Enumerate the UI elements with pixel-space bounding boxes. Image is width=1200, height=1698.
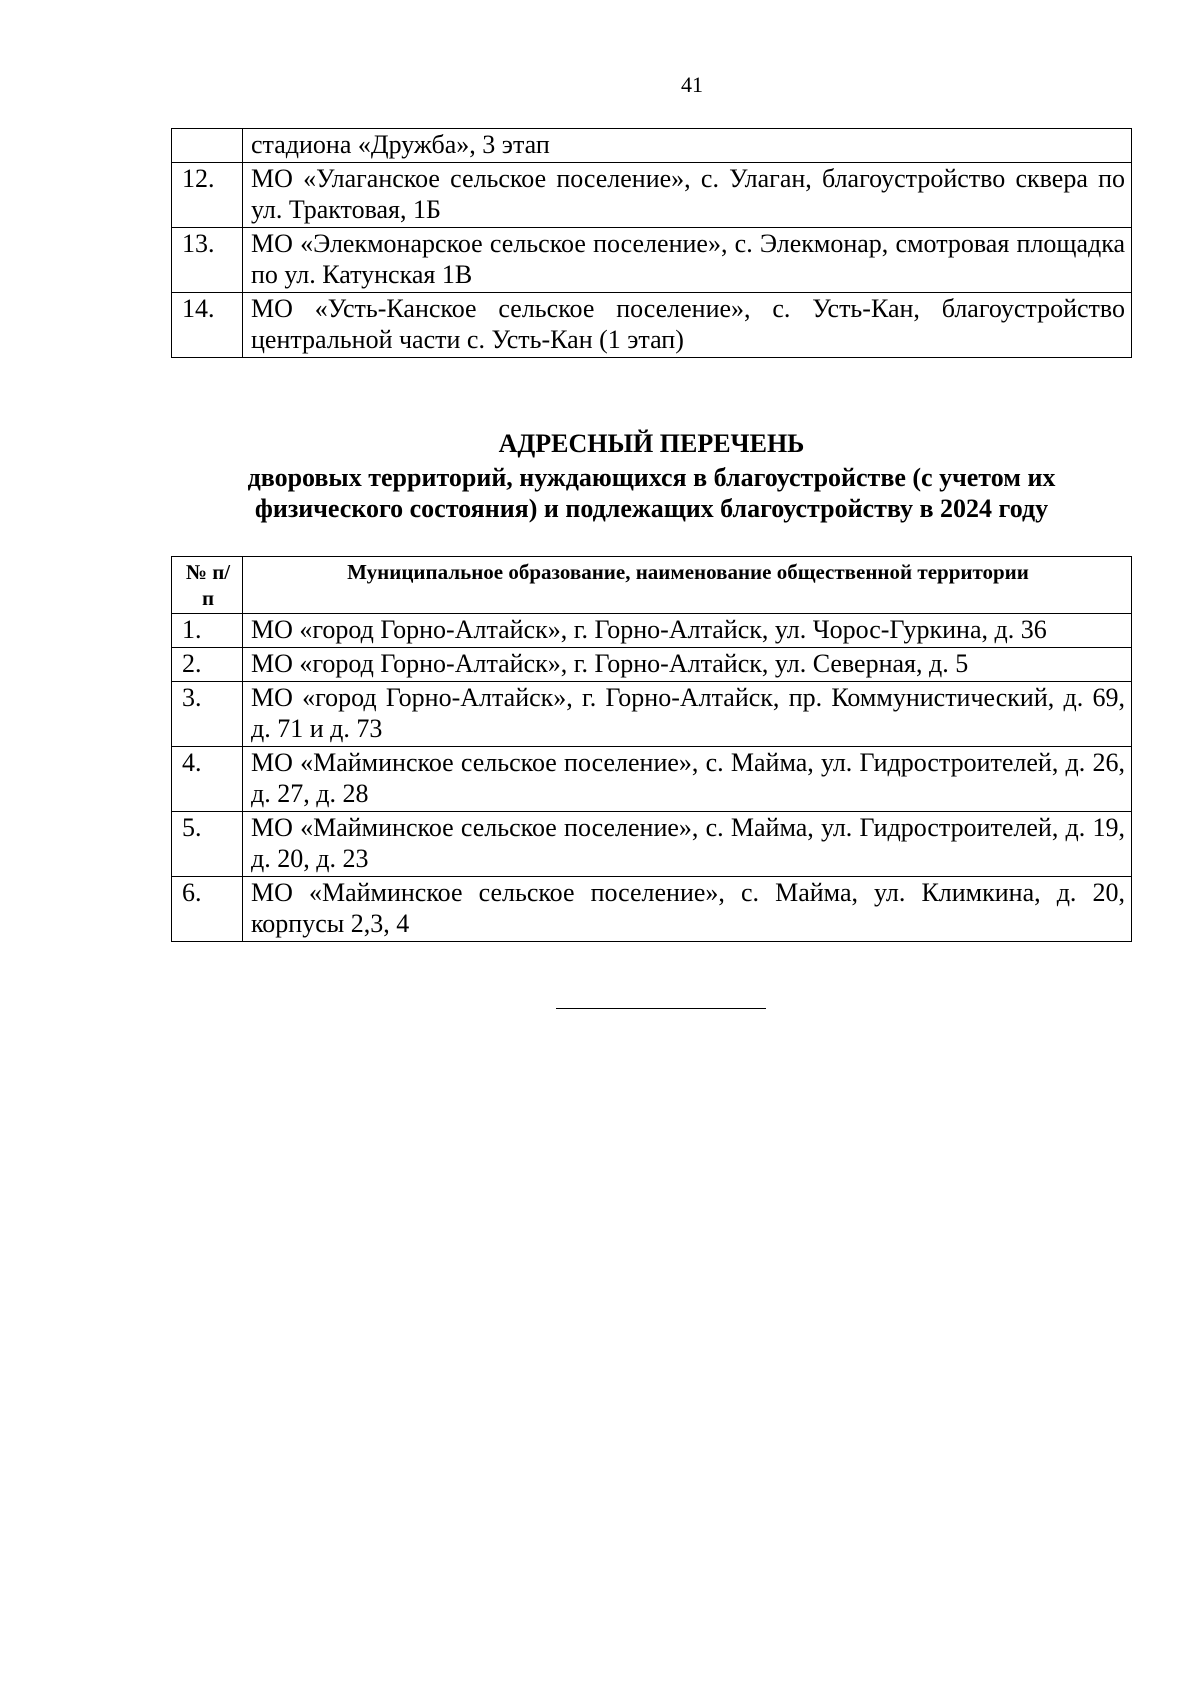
row-text: МО «Улаганское сельское поселение», с. Улаган, благоустройство сквера по ул. Трактовая, 1Б — [243, 163, 1132, 228]
table-row — [172, 648, 1132, 682]
table-row — [172, 682, 1132, 747]
row-number — [172, 129, 243, 163]
row-text: МО «Майминское сельское поселение», с. Майма, ул. Гидростроителей, д. 19, д. 20, д. 23 — [243, 812, 1132, 877]
row-text: стадиона «Дружба», 3 этап — [243, 129, 1132, 163]
row-text: МО «Элекмонарское сельское поселение», с. Элекмонар, смотровая площадка по ул. Катунская 1В — [243, 228, 1132, 293]
row-number: 5. — [172, 812, 243, 877]
table-row — [172, 129, 1132, 163]
row-text: МО «Майминское сельское поселение», с. Майма, ул. Гидростроителей, д. 26, д. 27, д. 28 — [243, 747, 1132, 812]
end-rule-divider — [556, 1008, 766, 1009]
table-header-row — [172, 557, 1132, 614]
row-text: МО «город Горно-Алтайск», г. Горно-Алтайск, ул. Чорос-Гуркина, д. 36 — [243, 614, 1132, 648]
table-row — [172, 747, 1132, 812]
table-row — [172, 614, 1132, 648]
table-row — [172, 812, 1132, 877]
table-row — [172, 228, 1132, 293]
column-header-number: № п/п — [172, 557, 243, 614]
row-number: 12. — [172, 163, 243, 228]
section-subtitle: дворовых территорий, нуждающихся в благоустройстве (с учетом их физического состояния) и подлежащих благоустройству в 2024 году — [247, 463, 1056, 523]
row-text: МО «Усть-Канское сельское поселение», с. Усть-Кан, благоустройство центральной части с. Усть-Кан (1 этап) — [243, 293, 1132, 358]
row-number: 13. — [172, 228, 243, 293]
table-row — [172, 293, 1132, 358]
row-number: 1. — [172, 614, 243, 648]
section-title: АДРЕСНЫЙ ПЕРЕЧЕНЬ — [498, 429, 805, 458]
row-text: МО «Майминское сельское поселение», с. Майма, ул. Климкина, д. 20, корпусы 2,3, 4 — [243, 877, 1132, 942]
row-text: МО «город Горно-Алтайск», г. Горно-Алтайск, ул. Северная, д. 5 — [243, 648, 1132, 682]
column-header-territory: Муниципальное образование, наименование общественной территории — [243, 557, 1132, 614]
page-number: 41 — [681, 72, 703, 97]
table-row — [172, 163, 1132, 228]
table-row — [172, 877, 1132, 942]
projects-table-continued — [171, 128, 1132, 358]
address-list-table — [171, 556, 1132, 942]
row-number: 2. — [172, 648, 243, 682]
row-number: 14. — [172, 293, 243, 358]
row-number: 4. — [172, 747, 243, 812]
row-text: МО «город Горно-Алтайск», г. Горно-Алтайск, пр. Коммунистический, д. 69, д. 71 и д. 73 — [243, 682, 1132, 747]
row-number: 3. — [172, 682, 243, 747]
row-number: 6. — [172, 877, 243, 942]
